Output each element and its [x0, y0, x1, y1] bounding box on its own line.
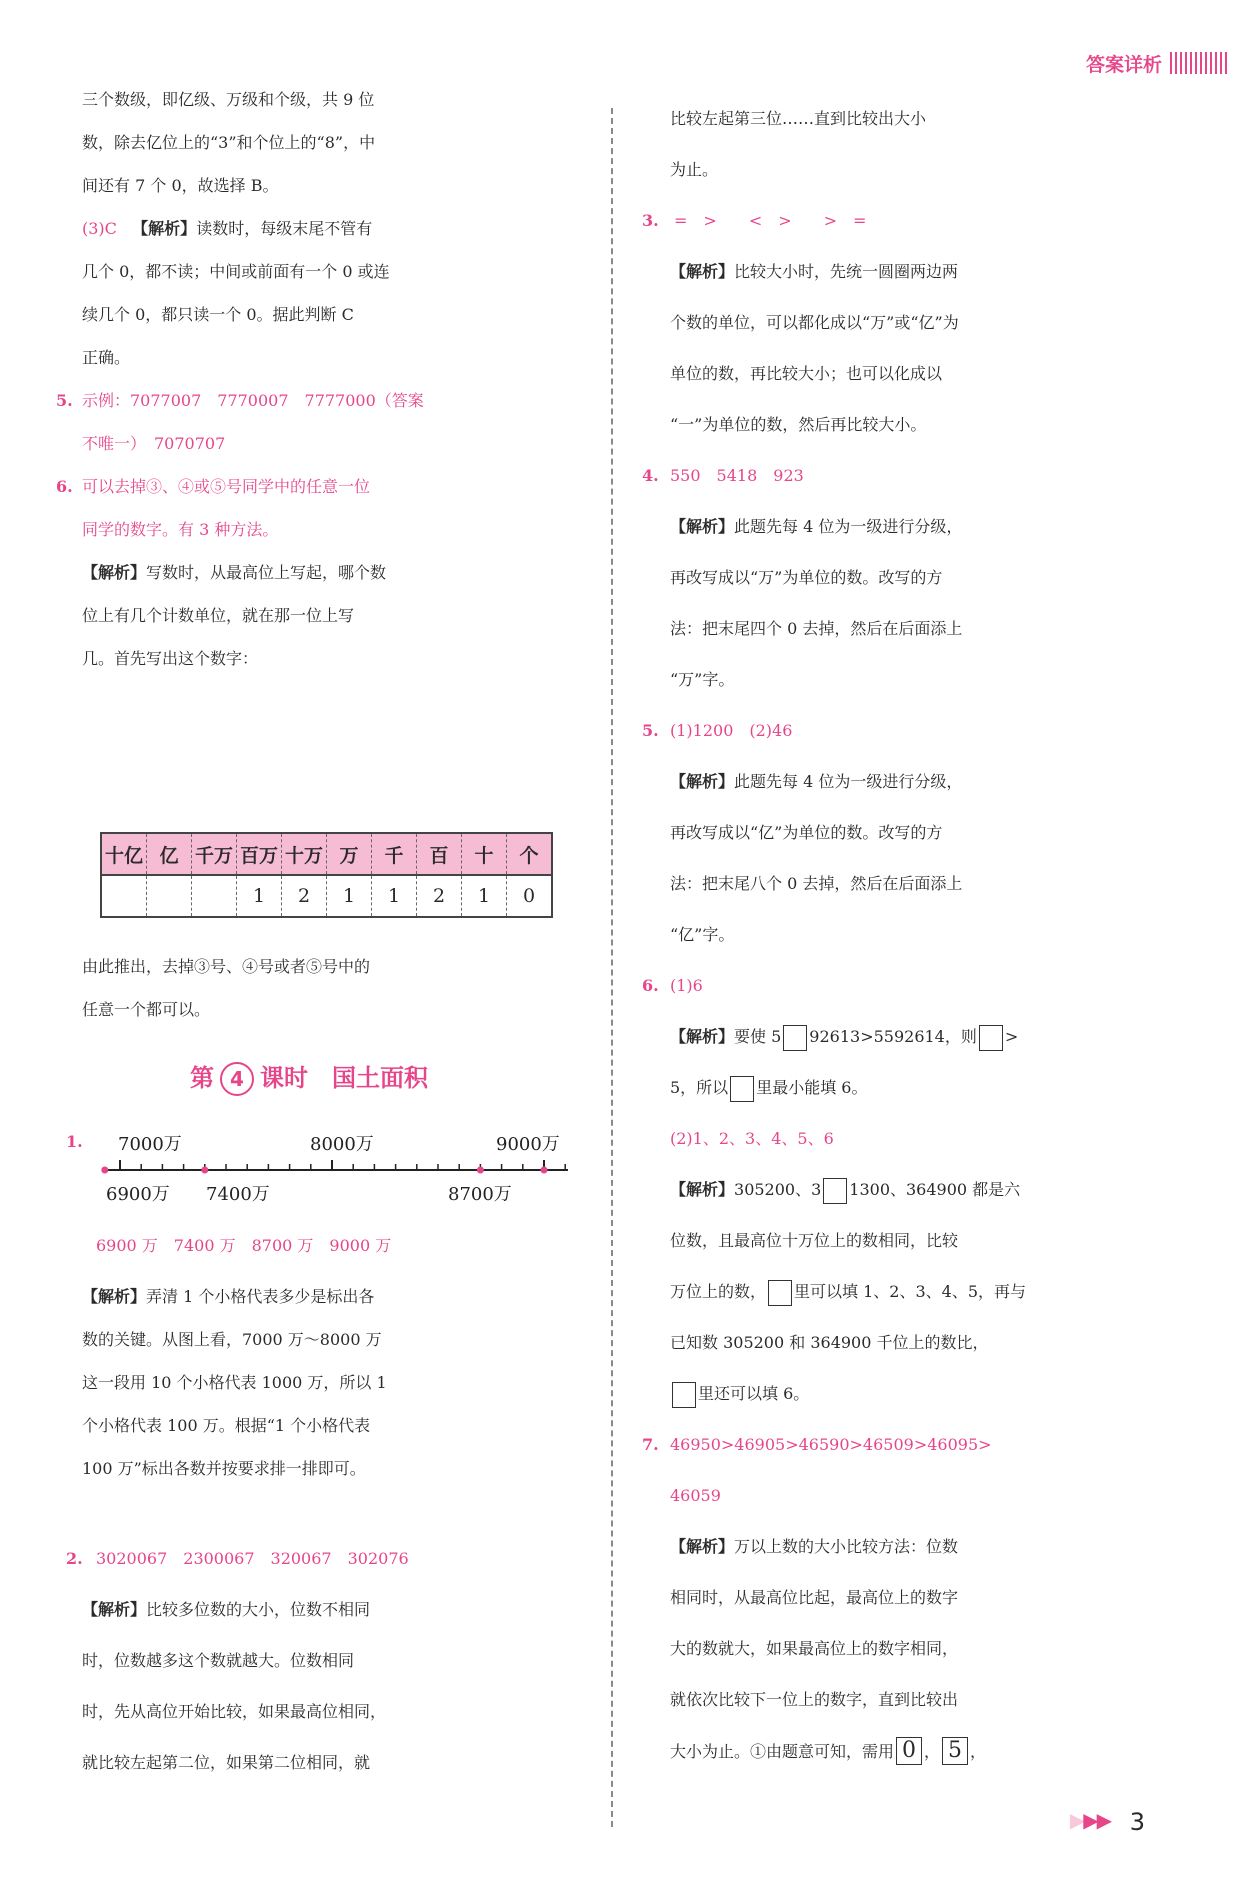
text-line: 再改写成以“亿”为单位的数。改写的方 — [670, 823, 943, 842]
nl-point — [541, 1167, 548, 1174]
question-number: 6. — [56, 477, 73, 496]
r7-answer: 46950>46905>46590>46509>46095> — [670, 1435, 992, 1454]
text-line: “万”字。 — [670, 670, 735, 689]
analysis-tag: 【解析】 — [670, 1027, 735, 1046]
text-fragment: 305200、3 — [734, 1180, 822, 1199]
table-header-cell: 十 — [462, 833, 507, 875]
table-cell: 1 — [372, 875, 417, 917]
text-fragment: 此题先每 4 位为一级进行分级， — [734, 517, 963, 536]
table-cell — [192, 875, 237, 917]
blank-box — [730, 1076, 754, 1102]
text-line: 已知数 305200 和 364900 千位上的数比， — [670, 1333, 989, 1352]
q6-answer: 同学的数字。有 3 种方法。 — [82, 520, 279, 539]
analysis-line — [670, 768, 962, 796]
nl-bottom-label: 7400万 — [206, 1184, 270, 1205]
text-line — [670, 1380, 809, 1408]
header-decoration — [1170, 52, 1228, 74]
place-value-table — [100, 832, 553, 918]
analysis-line — [670, 258, 958, 286]
analysis-line — [670, 1176, 1020, 1204]
nl-top-label: 7000万 — [118, 1134, 182, 1155]
r3-answer: = > < > > = — [674, 211, 867, 230]
analysis-line — [670, 1533, 958, 1561]
page-number: 3 — [1129, 1808, 1145, 1836]
table-header-cell: 十亿 — [101, 833, 147, 875]
text-fragment: > — [1004, 1027, 1019, 1046]
text-line: 三个数级，即亿级、万级和个级，共 9 位 — [82, 90, 375, 109]
table-header-cell: 万 — [327, 833, 372, 875]
analysis-line — [82, 1596, 370, 1624]
table-header-cell: 百万 — [237, 833, 282, 875]
table-header-cell: 千万 — [192, 833, 237, 875]
column-divider — [611, 108, 613, 1827]
text-line: 几。首先写出这个数字： — [82, 649, 259, 668]
text-line: 大的数就大，如果最高位上的数字相同， — [670, 1639, 959, 1658]
text-fragment: 1300、364900 都是六 — [849, 1180, 1021, 1199]
nl-bottom-label: 6900万 — [106, 1184, 170, 1205]
q5-answer: 不唯一） 7070707 — [82, 434, 226, 453]
lesson-prefix: 第 — [190, 1064, 214, 1092]
text-line — [670, 1278, 1026, 1306]
table-cell: 2 — [417, 875, 462, 917]
table-cell: 1 — [237, 875, 282, 917]
table-cell: 1 — [462, 875, 507, 917]
text-line: “一”为单位的数，然后再比较大小。 — [670, 415, 927, 434]
text-fragment: 比较大小时，先统一圆圈两边两 — [734, 262, 959, 281]
table-cell: 0 — [507, 875, 553, 917]
text-fragment: 读数时，每级末尾不管有 — [196, 219, 373, 238]
nl-point — [201, 1167, 208, 1174]
question-number: 3. — [642, 211, 659, 230]
text-fragment: ， — [970, 1742, 987, 1761]
text-line: “亿”字。 — [670, 925, 735, 944]
digit-card: 5 — [942, 1737, 968, 1765]
number-line — [100, 1128, 580, 1210]
text-fragment: 5，所以 — [670, 1078, 729, 1097]
analysis-tag: 【解析】 — [670, 1180, 735, 1199]
text-line: 个数的单位，可以都化成以“万”或“亿”为 — [670, 313, 959, 332]
lesson-title — [190, 1058, 428, 1096]
table-header-cell: 千 — [372, 833, 417, 875]
question-number: 1. — [66, 1132, 83, 1151]
text-line: 数的关键。从图上看，7000 万～8000 万 — [82, 1330, 382, 1349]
question-number: 5. — [642, 721, 659, 740]
analysis-tag: 【解析】 — [82, 1600, 147, 1619]
analysis-tag: 【解析】 — [670, 1537, 735, 1556]
text-fragment: 里最小能填 6。 — [756, 1078, 868, 1097]
text-line: 单位的数，再比较大小；也可以化成以 — [670, 364, 943, 383]
table-header-row — [101, 833, 552, 875]
header-label: 答案详析 — [1085, 54, 1162, 76]
blank-box — [672, 1382, 696, 1408]
analysis-tag: 【解析】 — [670, 517, 735, 536]
nl-point — [477, 1167, 484, 1174]
text-line: 续几个 0，都只读一个 0。据此判断 C — [82, 305, 354, 324]
nl-bottom-label: 8700万 — [448, 1184, 512, 1205]
question-number: 6. — [642, 976, 659, 995]
text-line — [670, 1074, 867, 1102]
r6-answer: (1)6 — [670, 976, 703, 995]
text-line: 这一段用 10 个小格代表 1000 万，所以 1 — [82, 1373, 387, 1392]
table-cell — [147, 875, 192, 917]
text-fragment: 大小为止。①由题意可知，需用 — [670, 1742, 895, 1761]
text-line: 由此推出，去掉③号、④号或者⑤号中的 — [82, 957, 371, 976]
r5-answer: (1)1200 (2)46 — [670, 721, 793, 740]
text-line: 就依次比较下一位上的数字，直到比较出 — [670, 1690, 959, 1709]
text-fragment: 弄清 1 个小格代表多少是标出各 — [146, 1287, 375, 1306]
question-number: 2. — [66, 1549, 83, 1568]
analysis-tag: 【解析】 — [132, 219, 197, 238]
q3-answer-line — [82, 215, 372, 243]
l2-answer: 3020067 2300067 320067 302076 — [96, 1549, 409, 1568]
table-header-cell: 亿 — [147, 833, 192, 875]
r4-answer: 550 5418 923 — [670, 466, 804, 485]
text-fragment: 万以上数的大小比较方法：位数 — [734, 1537, 959, 1556]
analysis-line — [670, 513, 962, 541]
text-line — [670, 1737, 986, 1766]
text-line: 位上有几个计数单位，就在那一位上写 — [82, 606, 355, 625]
nl-top-label: 8000万 — [310, 1134, 374, 1155]
text-line: 时，位数越多这个数就越大。位数相同 — [82, 1651, 355, 1670]
text-line: 任意一个都可以。 — [82, 1000, 211, 1019]
table-header-cell: 个 — [507, 833, 553, 875]
text-fragment: 万位上的数， — [670, 1282, 767, 1301]
lesson-number: 4 — [220, 1062, 254, 1096]
text-line: 几个 0，都不读；中间或前面有一个 0 或连 — [82, 262, 390, 281]
text-fragment: 里还可以填 6。 — [698, 1384, 810, 1403]
question-number: 4. — [642, 466, 659, 485]
text-line: 位数，且最高位十万位上的数相同，比较 — [670, 1231, 959, 1250]
text-fragment: 写数时，从最高位上写起，哪个数 — [146, 563, 387, 582]
analysis-tag: 【解析】 — [670, 772, 735, 791]
analysis-line — [670, 1023, 1018, 1051]
analysis-tag: 【解析】 — [82, 1287, 147, 1306]
text-fragment: 要使 5 — [734, 1027, 782, 1046]
page-arrows-icon: ▶▶▶ — [1069, 1808, 1110, 1832]
analysis-line — [82, 559, 386, 587]
q6-answer: 可以去掉③、④或⑤号同学中的任意一位 — [82, 477, 371, 496]
text-line: 正确。 — [82, 348, 131, 367]
question-number: 5. — [56, 391, 73, 410]
table-header-cell: 百 — [417, 833, 462, 875]
text-line: 100 万”标出各数并按要求排一排即可。 — [82, 1459, 366, 1478]
table-cell: 2 — [282, 875, 327, 917]
analysis-tag: 【解析】 — [82, 563, 147, 582]
table-cell: 1 — [327, 875, 372, 917]
q3-answer: (3)C — [82, 219, 117, 238]
blank-box — [783, 1025, 807, 1051]
nl-point — [101, 1167, 108, 1174]
text-line: 比较左起第三位……直到比较出大小 — [670, 109, 927, 128]
table-header-cell: 十万 — [282, 833, 327, 875]
r6-answer: (2)1、2、3、4、5、6 — [670, 1129, 834, 1148]
blank-box — [823, 1178, 847, 1204]
text-line: 为止。 — [670, 160, 719, 179]
nl-axis — [101, 1160, 568, 1174]
text-fragment: 此题先每 4 位为一级进行分级， — [734, 772, 963, 791]
table-row — [101, 875, 552, 917]
analysis-line — [82, 1283, 374, 1311]
text-line: 法：把末尾四个 0 去掉，然后在后面添上 — [670, 619, 963, 638]
text-line: 就比较左起第二位，如果第二位相同，就 — [82, 1753, 371, 1772]
lesson-name: 课时 国土面积 — [260, 1064, 428, 1092]
text-fragment: 比较多位数的大小，位数不相同 — [146, 1600, 371, 1619]
q5-answer: 示例：7077007 7770007 7777000（答案 — [82, 391, 424, 410]
digit-card: 0 — [896, 1737, 922, 1765]
blank-box — [768, 1280, 792, 1306]
text-line: 数，除去亿位上的“3”和个位上的“8”，中 — [82, 133, 376, 152]
text-fragment: 里可以填 1、2、3、4、5，再与 — [794, 1282, 1027, 1301]
text-line: 间还有 7 个 0，故选择 B。 — [82, 176, 279, 195]
text-fragment: 92613>5592614，则 — [809, 1027, 977, 1046]
table-cell — [101, 875, 147, 917]
l1-answer: 6900 万 7400 万 8700 万 9000 万 — [96, 1236, 392, 1255]
nl-top-label: 9000万 — [496, 1134, 560, 1155]
question-number: 7. — [642, 1435, 659, 1454]
text-line: 个小格代表 100 万。根据“1 个小格代表 — [82, 1416, 371, 1435]
r7-answer: 46059 — [670, 1486, 721, 1505]
blank-box — [979, 1025, 1003, 1051]
text-line: 法：把末尾八个 0 去掉，然后在后面添上 — [670, 874, 963, 893]
text-line: 相同时，从最高位比起，最高位上的数字 — [670, 1588, 959, 1607]
text-line: 再改写成以“万”为单位的数。改写的方 — [670, 568, 943, 587]
text-line: 时，先从高位开始比较，如果最高位相同， — [82, 1702, 387, 1721]
text-fragment: ， — [924, 1742, 941, 1761]
analysis-tag: 【解析】 — [670, 262, 735, 281]
